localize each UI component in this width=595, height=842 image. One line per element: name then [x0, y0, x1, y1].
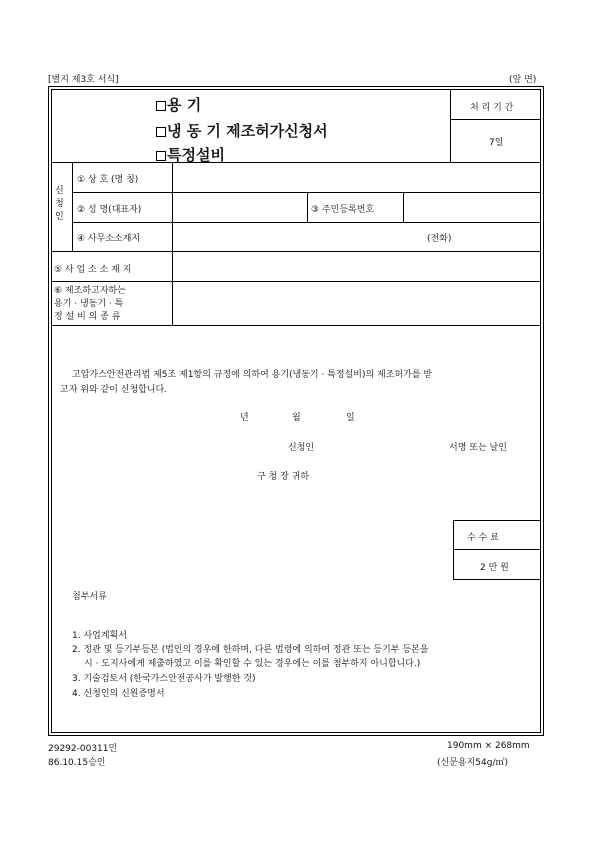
paper-size: 190mm × 268mm [447, 741, 530, 751]
title-option-vessel: 용 기 [156, 94, 201, 115]
company-name-field[interactable] [174, 164, 539, 190]
page-side-label: (앞 면) [509, 75, 537, 85]
business-site-label: ⑤ 사 업 소 소 재 지 [54, 265, 132, 275]
statement-line-2: 고자 위와 같이 신청합니다. [60, 385, 168, 395]
company-name-label: ① 상 호 (명 칭) [77, 175, 139, 185]
date-day-label: 일 [346, 413, 355, 423]
office-address-label: ④ 사무소소재지 [77, 234, 141, 244]
equipment-type-field[interactable] [174, 283, 539, 323]
business-site-field[interactable] [174, 253, 539, 279]
representative-name-label: ② 성 명(대표자) [77, 205, 142, 215]
attachment-item: 4. 신청인의 신원증명서 [72, 689, 165, 699]
addressee: 구 청 장 귀하 [257, 472, 310, 482]
fee-label: 수 수 료 [467, 533, 499, 543]
paper-type: (신문용지54g/㎡) [437, 758, 508, 768]
processing-period-value: 7일 [489, 138, 504, 148]
statement-line-1: 고압가스안전관리법 제5조 제1항의 규정에 의하여 용기(냉동기 · 특정설비)의 제조허가를 받 [72, 370, 433, 380]
processing-period-label: 처 리 기 간 [470, 103, 514, 113]
resident-number-label: ③ 주민등록번호 [311, 205, 375, 215]
attachments-title: 첨부서류 [72, 592, 107, 602]
date-month-label: 월 [292, 413, 301, 423]
title-option-special-equipment: 특정설비 [156, 144, 225, 165]
checkbox-special-equipment[interactable] [156, 151, 166, 161]
attachment-item: 2. 정관 및 등기부등본 (법인의 경우에 한하며, 다른 법령에 의하여 정관 또는 등기부 등본을 [72, 645, 429, 655]
form-code: 29292-00311민 [48, 744, 118, 754]
representative-name-field[interactable] [174, 194, 305, 220]
fee-value: 2 만 원 [480, 563, 509, 573]
phone-label: (전화) [427, 234, 452, 244]
checkbox-vessel[interactable] [156, 101, 166, 111]
applicant-signature-label: 신청인 [288, 443, 315, 453]
applicant-side-label: 신 청 인 [55, 186, 64, 222]
checkbox-refrigerator[interactable] [156, 127, 166, 137]
date-year-label: 년 [240, 413, 249, 423]
approval-date: 86.10.15승인 [48, 758, 106, 768]
attachment-item: 3. 기술검토서 (한국가스안전공사가 발행한 것) [72, 674, 256, 684]
attachment-item: 1. 사업계획서 [72, 631, 127, 641]
equipment-type-label: ⑥ 제조하고자하는 용기 · 냉동기 · 특 정 설 비 의 종 류 [54, 286, 126, 322]
attachment-item: 시 · 도지사에게 제출하였고 이를 확인할 수 있는 경우에는 이를 첨부하지 아니합니다.) [84, 659, 421, 669]
resident-number-field[interactable] [405, 194, 539, 220]
page-title: 냉 동 기 제조허가신청서 [156, 120, 328, 141]
sign-or-seal-label: 서명 또는 날인 [449, 443, 507, 453]
form-number: [별지 제3호 서식] [48, 75, 119, 85]
office-address-field[interactable] [174, 224, 539, 249]
